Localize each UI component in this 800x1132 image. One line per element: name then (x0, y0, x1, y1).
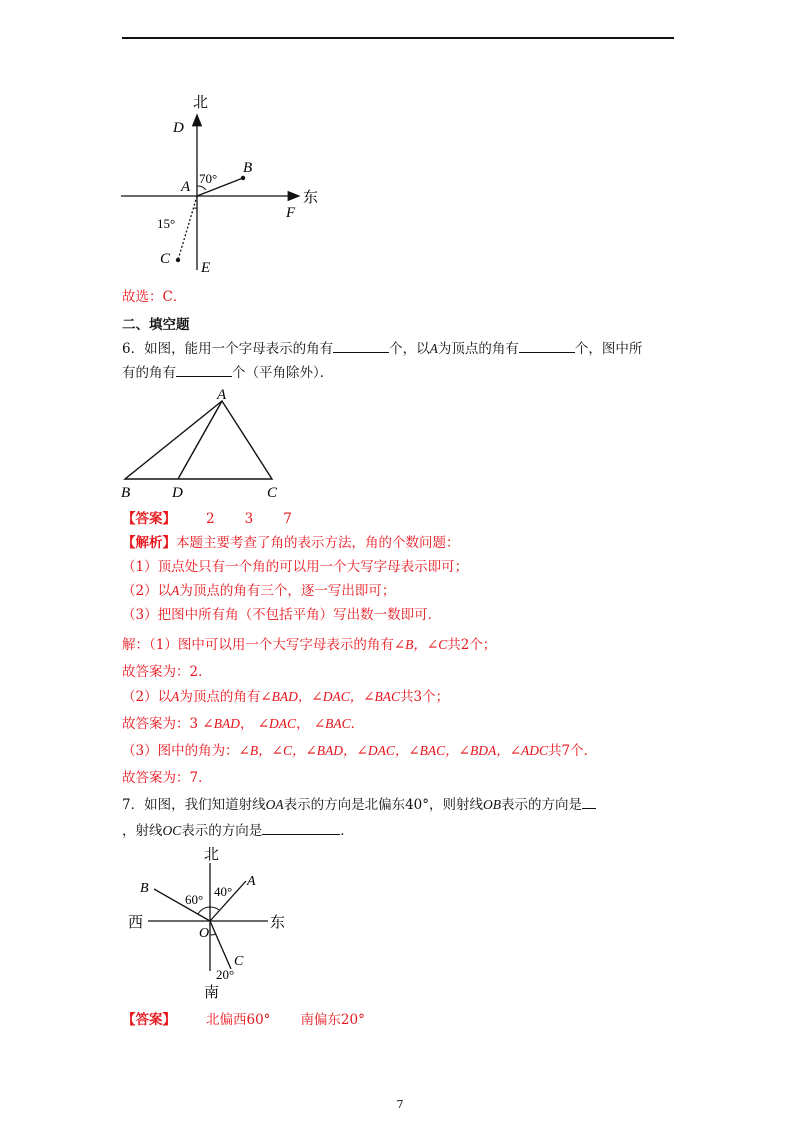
label-a: A (181, 179, 191, 195)
tri-label-a: A (217, 387, 227, 403)
choice-answer: 故选：C． (122, 289, 187, 305)
angle-40-label: 40° (214, 884, 233, 899)
header-rule (122, 37, 674, 39)
q6-step-3: （3）把图中所有角（不包括平角）写出数一数即可． (122, 607, 442, 623)
angle-20-label: 20° (216, 967, 235, 982)
label-c: C (160, 251, 171, 267)
tri-label-c: C (267, 485, 278, 501)
direction-figure-2 (122, 843, 302, 1001)
ray-oc (210, 921, 231, 969)
section-heading: 二、填空题 (122, 317, 190, 333)
triangle-abc (125, 401, 272, 479)
angle-arc-ob (198, 907, 210, 914)
page-number: 7 (396, 1098, 404, 1111)
label-west: 西 (128, 915, 144, 931)
q6-answer-1: 故答案为：2． (122, 664, 212, 680)
label-east-2: 东 (270, 915, 286, 931)
label-north: 北 (193, 95, 209, 111)
q6-answer-3: 故答案为：7． (122, 770, 212, 786)
tri-label-b: B (121, 485, 131, 501)
label-south: 南 (204, 985, 220, 1001)
tri-label-d: D (172, 485, 183, 501)
q6-answer: 【答案】 2 3 7 (122, 511, 292, 527)
q7-line-2: ，射线OC表示的方向是 ． (122, 823, 354, 839)
triangle-figure (115, 385, 295, 503)
q6-solution-3: （3）图中的角为：∠B，∠C，∠BAD，∠DAC，∠BAC，∠BDA，∠ADC共7个． (122, 743, 598, 759)
label-o: O (199, 926, 210, 941)
q6-blank-1 (333, 340, 389, 353)
q7-blank-1 (582, 796, 596, 809)
q6-line-1: 6．如图，能用一个字母表示的角有 个，以A为顶点的角有 个，图中所 (122, 341, 643, 357)
angle-70-label: 70° (199, 171, 218, 186)
q6-blank-3 (176, 364, 232, 377)
q7-line-1: 7．如图，我们知道射线OA表示的方向是北偏东40°，则射线OB表示的方向是 (122, 796, 596, 814)
q6-line-2: 有的角有 个（平角除外）． (122, 365, 334, 381)
label-a-2: A (247, 874, 256, 889)
direction-figure-1 (115, 92, 335, 282)
angle-15-label: 15° (157, 216, 176, 231)
label-c-2: C (234, 954, 244, 969)
q6-blank-2 (519, 340, 575, 353)
q6-solution-2: （2）以A为顶点的角有∠BAD，∠DAC，∠BAC共3个； (122, 689, 450, 705)
q7-answer: 【答案】 北偏西60° 南偏东20° (122, 1012, 365, 1028)
q7-blank-2 (262, 822, 340, 835)
q6-step-2: （2）以A为顶点的角有三个，逐一写出即可； (122, 583, 396, 599)
label-d: D (173, 120, 184, 136)
angle-60-label: 60° (185, 892, 204, 907)
segment-ad (178, 401, 222, 479)
q6-analysis: 【解析】本题主要考查了角的表示方法，角的个数问题： (122, 535, 460, 551)
label-f: F (286, 205, 296, 221)
angle-arc-oc (210, 934, 216, 935)
point-b (241, 176, 245, 180)
label-east: 东 (303, 190, 319, 206)
label-north-2: 北 (204, 847, 220, 863)
q6-answer-2: 故答案为：3 ∠BAD， ∠DAC， ∠BAC． (122, 716, 365, 732)
q6-solution-1: 解：（1）图中可以用一个大写字母表示的角有∠B，∠C共2个； (122, 637, 497, 653)
label-e: E (201, 260, 211, 276)
ray-ac (178, 196, 197, 260)
label-b: B (243, 160, 253, 176)
q6-step-1: （1）顶点处只有一个角的可以用一个大写字母表示即可； (122, 559, 469, 575)
angle-arc-ab (197, 186, 206, 190)
point-c (176, 258, 180, 262)
label-b-2: B (140, 881, 149, 896)
angle-arc-oa (210, 907, 219, 910)
